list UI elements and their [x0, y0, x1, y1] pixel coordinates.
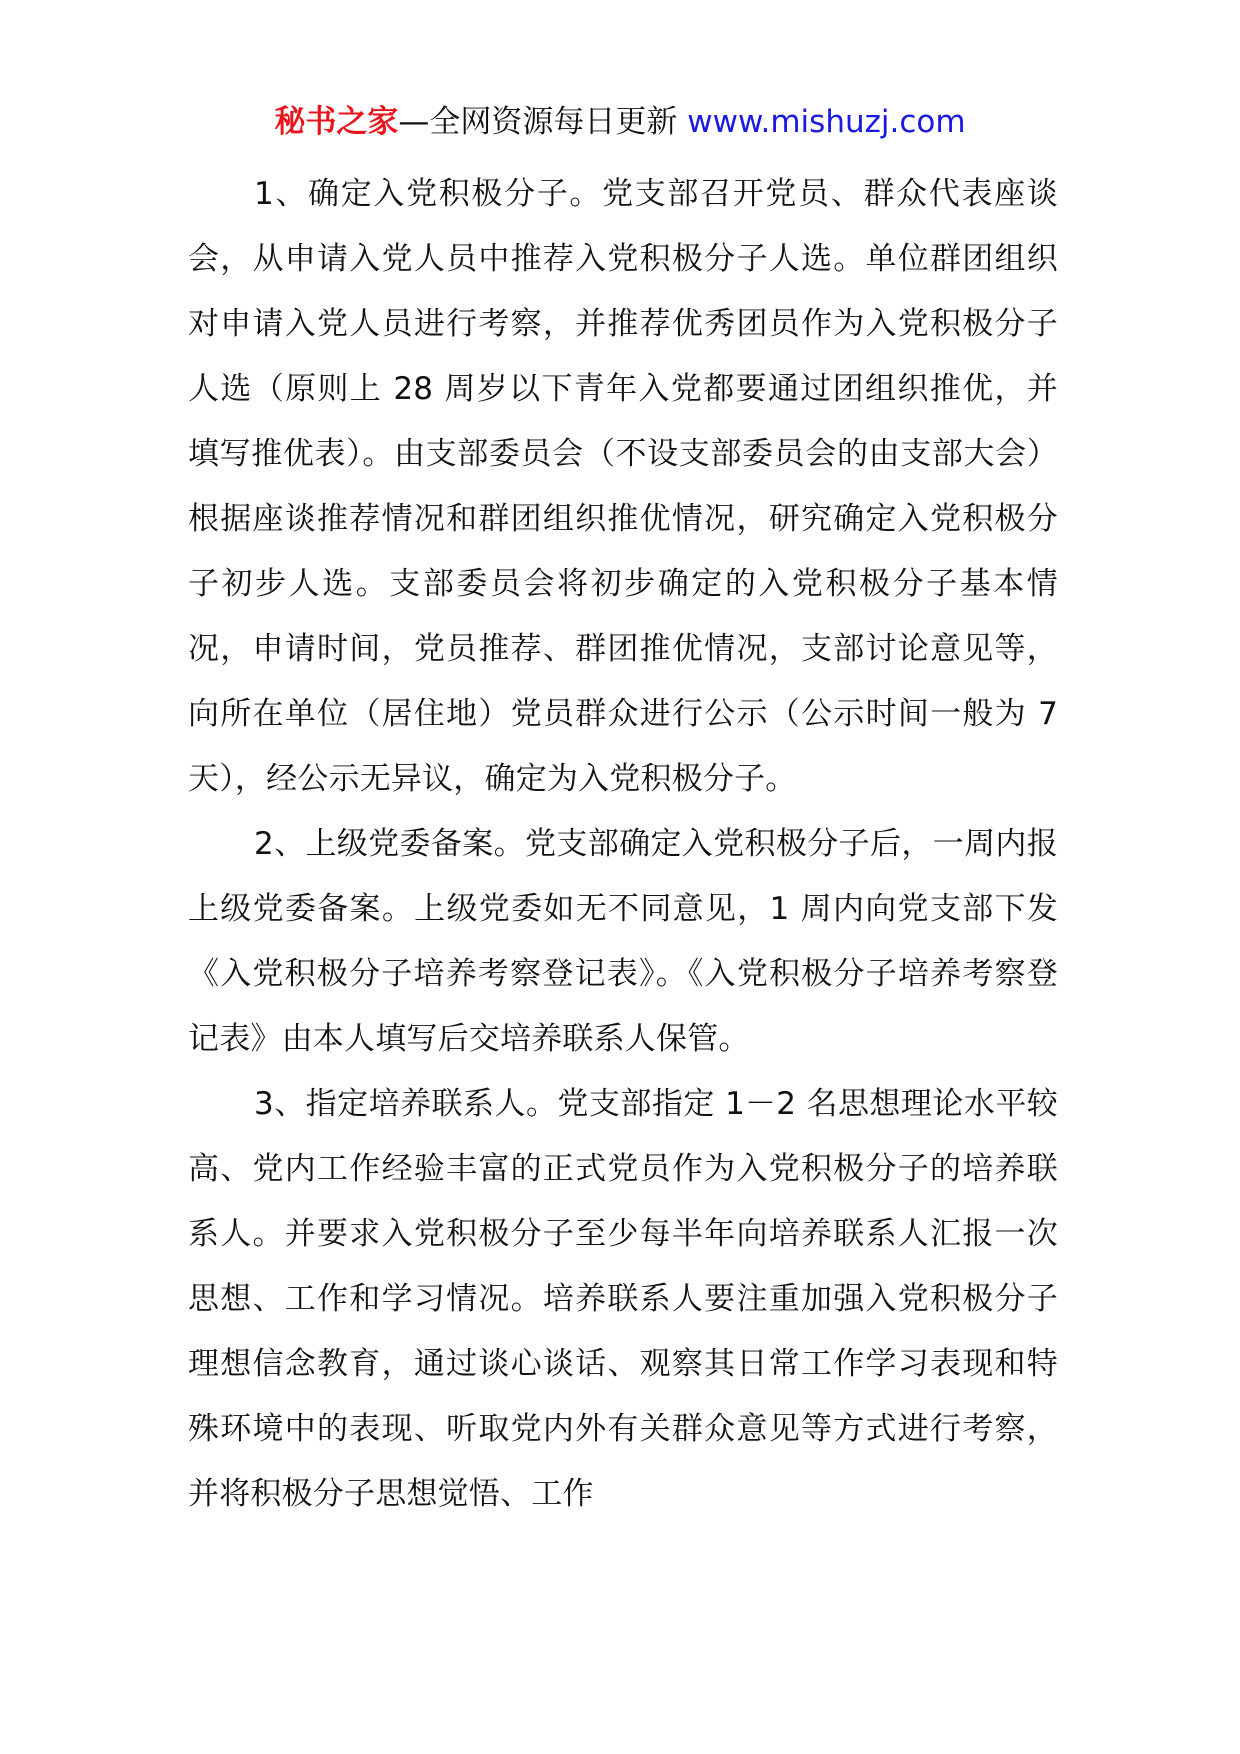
- header-slogan: —全网资源每日更新: [398, 104, 688, 140]
- document-body: [188, 162, 1058, 1527]
- paragraph-1: 1、确定入党积极分子。党支部召开党员、群众代表座谈会，从申请入党人员中推荐入党积极分子人选。单位群团组织对申请入党人员进行考察，并推荐优秀团员作为入党积极分子人选（原则上 28 周岁以下青年入党都要通过团组织推优，并填写推优表）。由支部委员会（不设支部委员会的由支部大会）根据座谈推荐情况和群团组织推优情况，研究确定入党积极分子初步人选。支部委员会将初步确定的入党积极分子基本情况，申请时间，党员推荐、群团推优情况，支部讨论意见等，向所在单位（居住地）党员群众进行公示（公示时间一般为 7 天），经公示无异议，确定为入党积极分子。: [188, 176, 1058, 797]
- header-url: www.mishuzj.com: [687, 104, 966, 140]
- paragraph-2: 2、上级党委备案。党支部确定入党积极分子后，一周内报上级党委备案。上级党委如无不同意见，1 周内向党支部下发《入党积极分子培养考察登记表》。《入党积极分子培养考察登记表》由本人填写后交培养联系人保管。: [188, 826, 1058, 1057]
- watermark-header: [0, 100, 1240, 144]
- paragraph-3: 3、指定培养联系人。党支部指定 1－2 名思想理论水平较高、党内工作经验丰富的正式党员作为入党积极分子的培养联系人。并要求入党积极分子至少每半年向培养联系人汇报一次思想、工作和学习情况。培养联系人要注重加强入党积极分子理想信念教育，通过谈心谈话、观察其日常工作学习表现和特殊环境中的表现、听取党内外有关群众意见等方式进行考察，并将积极分子思想觉悟、工作: [188, 1086, 1058, 1512]
- header-brand: 秘书之家: [274, 104, 399, 140]
